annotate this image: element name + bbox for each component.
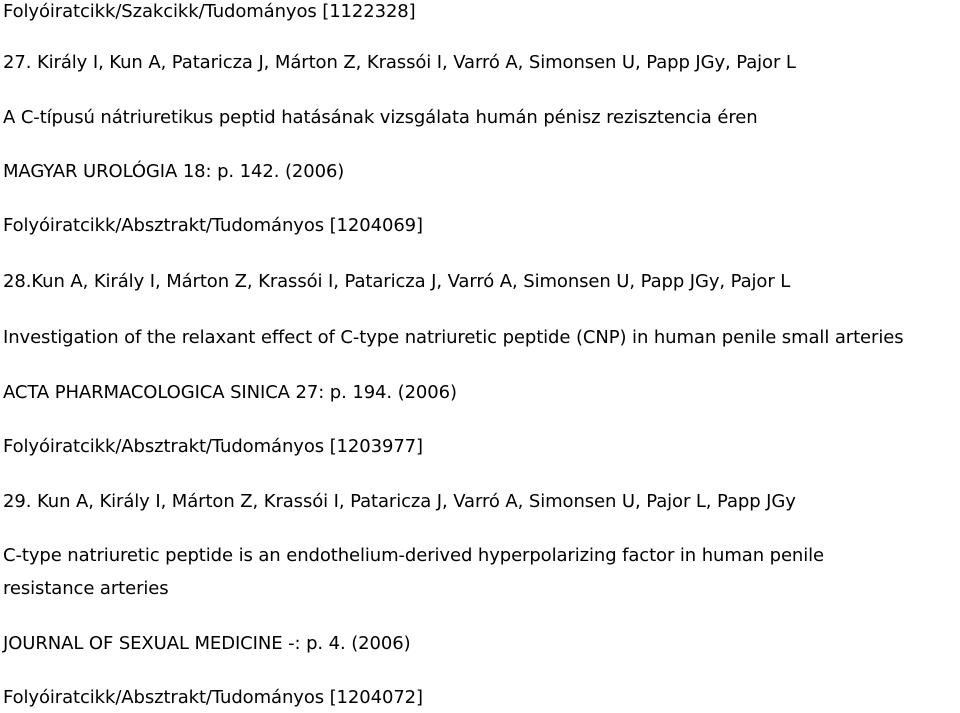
- entry-29-title-line-2: resistance arteries: [3, 578, 169, 599]
- entry-29-category: Folyóiratcikk/Absztrakt/Tudományos [1204072]: [3, 687, 423, 708]
- entry-29-journal: JOURNAL OF SEXUAL MEDICINE -: p. 4. (2006): [3, 633, 411, 654]
- entry-28-title: Investigation of the relaxant effect of C-type natriuretic peptide (CNP) in human penile small arteries: [3, 327, 904, 348]
- entry-29-authors: 29. Kun A, Király I, Márton Z, Krassói I, Pataricza J, Varró A, Simonsen U, Pajor L, Papp JGy: [3, 491, 796, 512]
- entry-28-journal: ACTA PHARMACOLOGICA SINICA 27: p. 194. (2006): [3, 382, 457, 403]
- entry-27-authors: 27. Király I, Kun A, Pataricza J, Márton Z, Krassói I, Varró A, Simonsen U, Papp JGy, Pajor L: [3, 52, 796, 73]
- entry-28-authors: 28.Kun A, Király I, Márton Z, Krassói I, Pataricza J, Varró A, Simonsen U, Papp JGy, Pajor L: [3, 271, 791, 292]
- entry-27-category: Folyóiratcikk/Absztrakt/Tudományos [1204069]: [3, 215, 423, 236]
- entry-27-journal: MAGYAR UROLÓGIA 18: p. 142. (2006): [3, 161, 345, 182]
- entry-28-category: Folyóiratcikk/Absztrakt/Tudományos [1203977]: [3, 436, 423, 457]
- entry-27-title: A C-típusú nátriuretikus peptid hatásának vizsgálata humán pénisz rezisztencia éren: [3, 107, 758, 128]
- entry-29-title-line-1: C-type natriuretic peptide is an endothelium-derived hyperpolarizing factor in human penile: [3, 545, 825, 566]
- entry-26-category: Folyóiratcikk/Szakcikk/Tudományos [1122328]: [3, 1, 416, 22]
